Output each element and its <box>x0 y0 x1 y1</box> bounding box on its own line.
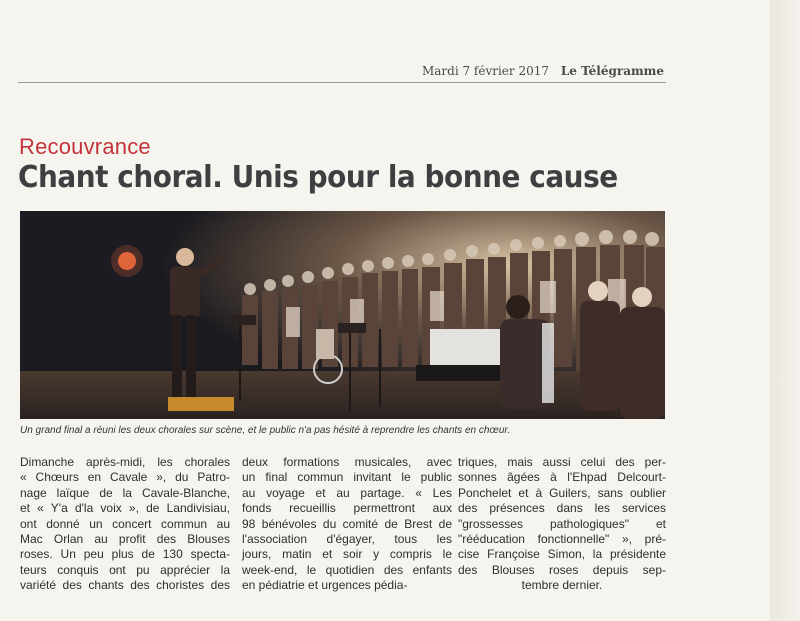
article-text-line: « Chœurs en Cavale », du Patro- <box>20 470 230 485</box>
scan-margin <box>770 0 800 621</box>
article-text-line: triques, mais aussi celui des per- <box>458 455 666 469</box>
article-text-line: ont donné un concert commun au <box>20 516 230 531</box>
choir-concert-illustration <box>20 211 665 419</box>
article-text-line: tembre dernier. <box>521 578 603 593</box>
header-rule <box>18 82 666 83</box>
article-text-line: variété des chants des choristes des <box>20 578 230 593</box>
article-text-line: week-end, le quotidien des enfants <box>242 562 452 577</box>
photo-caption: Un grand final a réuni les deux chorales sur scène, et le public n'a pas hésité à reprendre les chants en chœur. <box>20 425 511 436</box>
article-text-line: sonnes âgées à l'Ehpad Delcourt- <box>458 470 666 485</box>
article-text-line: des Blouses roses depuis sep- <box>458 562 666 577</box>
article-text-line: Mac Orlan au profit des Blouses <box>20 532 230 547</box>
article-text-line: et « Y'a d'la voix », de Landivisiau, <box>20 501 230 516</box>
article-text-line: Ponchelet et à Guilers, sans oublier <box>458 485 666 500</box>
article-photo <box>20 211 665 419</box>
article-text-line: 98 bénévoles du comité de Brest de <box>242 516 452 531</box>
article-text-line: un final commun invitant le public <box>242 470 452 485</box>
article-text-line: des présences dans les services <box>458 501 666 516</box>
article-text-line: deux formations musicales, avec <box>242 455 452 469</box>
article-text-line: "grossesses pathologiques" et <box>458 516 666 531</box>
article-text-line: fonds recueillis permettront aux <box>242 501 452 516</box>
article-text-line: jours, matin et soir y compris le <box>242 547 452 562</box>
article-headline: Chant choral. Unis pour la bonne cause <box>18 160 618 195</box>
article-kicker: Recouvrance <box>19 134 151 159</box>
article-text-line: "rééducation fonctionnelle" », pré- <box>458 532 666 547</box>
article-text-line: Dimanche après-midi, les chorales <box>20 455 230 469</box>
masthead <box>422 64 664 78</box>
article-text-line: teurs conquis ont pu apprécier la <box>20 562 230 577</box>
article-column-2 <box>242 455 452 594</box>
issue-date: Mardi 7 février 2017 <box>421 64 550 78</box>
article-column-3 <box>458 455 666 594</box>
article-text-line: en pédiatrie et urgences pédia- <box>242 578 408 593</box>
article-text-line: roses. Un peu plus de 130 specta- <box>20 547 230 562</box>
article-text-line: l'association d'égayer, tous les <box>242 532 452 547</box>
newspaper-name: Le Télégramme <box>560 64 664 78</box>
article-column-1 <box>20 455 230 594</box>
article-text-line: nage laïque de la Cavale-Blanche, <box>20 485 230 500</box>
article-text-line: au voyage et au partage. « Les <box>242 485 452 500</box>
article-text-line: cise Françoise Simon, la présidente <box>458 547 666 562</box>
